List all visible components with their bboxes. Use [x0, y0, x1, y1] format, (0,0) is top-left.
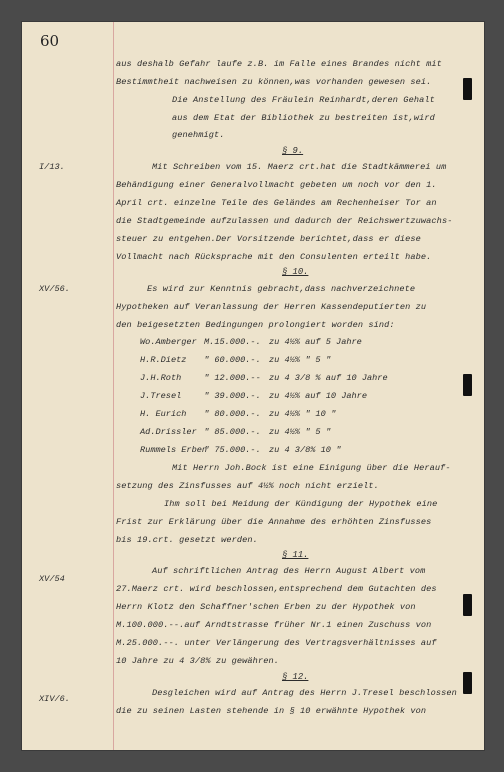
text-line: M.100.000.--.auf Arndtstrasse früher Nr.1 einen Zuschuss von: [116, 620, 432, 630]
mortgage-name: H.R.Dietz: [140, 355, 187, 365]
text-line: Frist zur Erklärung über die Annahme des erhöhten Zinsfusses: [116, 517, 432, 527]
text-line: Vollmacht nach Rücksprache mit den Consulenten erteilt habe.: [116, 252, 432, 262]
mortgage-amount: " 60.000.-.: [204, 355, 261, 365]
text-line: Herrn Klotz den Schaffner'schen Erben zu der Hypothek von: [116, 602, 416, 612]
section-heading-10: § 10.: [282, 267, 309, 277]
mortgage-rate: zu 4½% " 10 ": [269, 409, 337, 419]
mortgage-amount: " 12.000.--: [204, 373, 261, 383]
text-line: M.25.000.--. unter Verlängerung des Vertragsverhältnisses auf: [116, 638, 437, 648]
mortgage-name: H. Eurich: [140, 409, 187, 419]
mortgage-amount: " 85.000.-.: [204, 427, 261, 437]
mortgage-amount: " 80.000.-.: [204, 409, 261, 419]
binder-tab: [463, 78, 472, 100]
mortgage-name: J.Tresel: [140, 391, 182, 401]
mortgage-rate: zu 4 3/8 % auf 10 Jahre: [269, 373, 388, 383]
text-line: Desgleichen wird auf Antrag des Herrn J.Tresel beschlossen: [152, 688, 457, 698]
text-line: Ihm soll bei Meidung der Kündigung der Hypothek eine: [164, 499, 438, 509]
margin-reference: XIV/6.: [39, 694, 70, 704]
section-heading-9: § 9.: [282, 146, 304, 156]
text-line: die zu seinen Lasten stehende in § 10 erwähnte Hypothek von: [116, 706, 427, 716]
mortgage-rate: zu 4½% " 5 ": [269, 427, 331, 437]
binder-tab: [463, 672, 472, 694]
document-page: [22, 22, 484, 750]
mortgage-rate: zu 4½% auf 10 Jahre: [269, 391, 367, 401]
mortgage-amount: " 39.000.-.: [204, 391, 261, 401]
text-line: Behändigung einer Generalvollmacht gebeten um noch vor den 1.: [116, 180, 437, 190]
binder-tab: [463, 374, 472, 396]
mortgage-rate: zu 4½% auf 5 Jahre: [269, 337, 362, 347]
mortgage-rate: zu 4 3/8% 10 ": [269, 445, 342, 455]
page-number: 60: [40, 32, 60, 50]
text-line: setzung des Zinsfusses auf 4½% noch nicht erzielt.: [116, 481, 379, 491]
text-line: bis 19.crt. gesetzt werden.: [116, 535, 258, 545]
mortgage-name: J.H.Roth: [140, 373, 182, 383]
text-line: Mit Herrn Joh.Bock ist eine Einigung über die Herauf-: [172, 463, 451, 473]
text-line: genehmigt.: [172, 130, 225, 140]
text-line: aus deshalb Gefahr laufe z.B. im Falle eines Brandes nicht mit: [116, 59, 442, 69]
margin-rule: [113, 22, 114, 750]
text-line: Auf schriftlichen Antrag des Herrn August Albert vom: [152, 566, 426, 576]
text-line: Hypotheken auf Veranlassung der Herren Kassendeputierten zu: [116, 302, 427, 312]
mortgage-name: Rummels Erben: [140, 445, 208, 455]
section-heading-12: § 12.: [282, 672, 309, 682]
margin-reference: XV/54: [39, 574, 65, 584]
text-line: Es wird zur Kenntnis gebracht,dass nachverzeichnete: [147, 284, 416, 294]
binder-tab: [463, 594, 472, 616]
text-line: aus dem Etat der Bibliothek zu bestreiten ist,wird: [172, 113, 435, 123]
text-line: Bestimmtheit nachweisen zu können,was vorhanden gewesen sei.: [116, 77, 432, 87]
mortgage-rate: zu 4½% " 5 ": [269, 355, 331, 365]
section-heading-11: § 11.: [282, 550, 309, 560]
text-line: steuer zu entgehen.Der Vorsitzende berichtet,dass er diese: [116, 234, 421, 244]
text-line: April crt. einzelne Teile des Geländes am Rechenheiser Tor an: [116, 198, 437, 208]
text-line: den beigesetzten Bedingungen prolongiert worden sind:: [116, 320, 395, 330]
text-line: die Stadtgemeinde aufzulassen und dadurch der Reichswertzuwachs-: [116, 216, 453, 226]
mortgage-amount: " 75.000.-.: [204, 445, 261, 455]
margin-reference: I/13.: [39, 162, 65, 172]
text-line: Mit Schreiben vom 15. Maerz crt.hat die Stadtkämmerei um: [152, 162, 447, 172]
mortgage-amount: M.15.000.-.: [204, 337, 261, 347]
mortgage-name: Ad.Drissler: [140, 427, 197, 437]
text-line: 27.Maerz crt. wird beschlossen,entsprechend dem Gutachten des: [116, 584, 437, 594]
text-line: 10 Jahre zu 4 3/8% zu gewähren.: [116, 656, 279, 666]
mortgage-name: Wo.Amberger: [140, 337, 197, 347]
margin-reference: XV/56.: [39, 284, 70, 294]
text-line: Die Anstellung des Fräulein Reinhardt,deren Gehalt: [172, 95, 435, 105]
